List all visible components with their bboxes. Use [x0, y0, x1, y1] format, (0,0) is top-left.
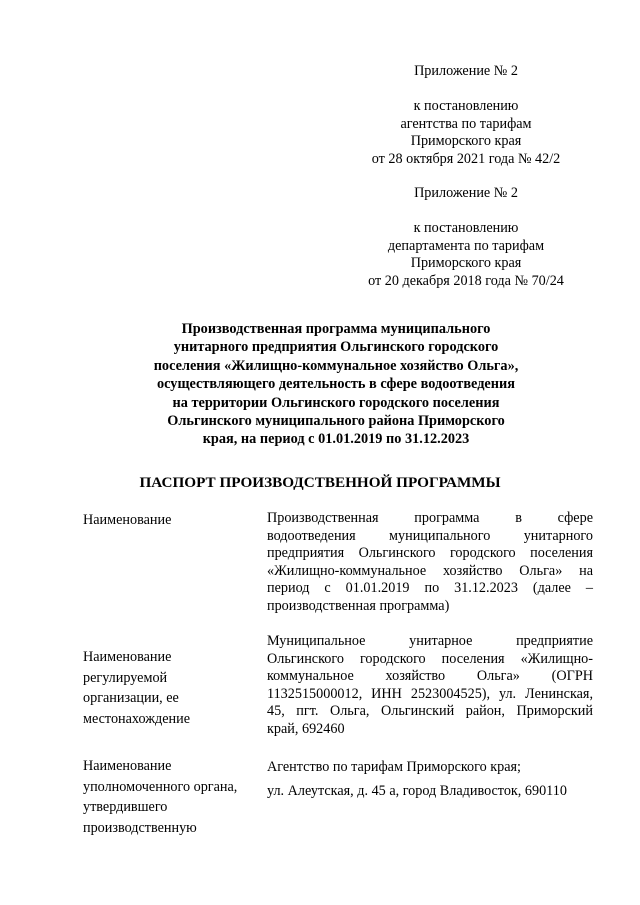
value-line: 45, пгт. Ольга, Ольгинский район, Приморский: [267, 703, 593, 720]
label-line: организации, ее: [83, 690, 179, 706]
title-line: унитарного предприятия Ольгинского городского: [173, 339, 499, 356]
value-line: период с 01.01.2019 по 31.12.2023 (далее –: [267, 580, 593, 597]
label-line: Наименование: [83, 512, 172, 528]
title-line: осуществляющего деятельность в сфере водоотведения: [156, 376, 515, 393]
row-label: [83, 510, 253, 531]
value-line: Агентство по тарифам Приморского края;: [267, 759, 522, 775]
appendix-title: Приложение № 2: [414, 185, 518, 201]
program-title: [130, 320, 542, 449]
value-line: Производственная программа в сфере: [267, 510, 593, 526]
value-line: водоотведения муниципального унитарного: [267, 527, 593, 544]
appendix-line: от 20 декабря 2018 года № 70/24: [368, 272, 564, 289]
label-line: местонахождение: [83, 710, 191, 727]
value-line: Муниципальное унитарное предприятие: [267, 633, 593, 649]
value-line: коммунальное хозяйство Ольга» (ОГРН: [267, 668, 593, 685]
label-line: Наименование: [83, 758, 172, 774]
value-line: производственная программа): [267, 597, 450, 614]
appendix-line: к постановлению: [413, 220, 519, 236]
value-line: 1132515000012, ИНН 2523004525), ул. Ленинская,: [267, 685, 593, 702]
row-label: [83, 647, 253, 729]
row-value: [267, 755, 593, 803]
passport-heading: ПАСПОРТ ПРОИЗВОДСТВЕННОЙ ПРОГРАММЫ: [139, 474, 501, 491]
label-line: производственную: [83, 819, 197, 836]
value-line: предприятия Ольгинского городского поселения: [267, 545, 593, 562]
title-line: края, на период с 01.01.2019 по 31.12.2023: [202, 431, 470, 448]
value-line: Ольгинского городского поселения «Жилищно-: [267, 650, 593, 667]
value-line: край, 692460: [267, 720, 345, 737]
appendix-line: к постановлению: [413, 98, 519, 114]
value-line: «Жилищно-коммунальное хозяйство Ольга» на: [267, 562, 593, 579]
row-value: [267, 510, 593, 616]
row-value: [267, 633, 593, 739]
title-line: Производственная программа муниципального: [181, 321, 491, 337]
appendix-block-original: [340, 185, 592, 290]
title-line: Ольгинского муниципального района Приморского: [167, 413, 505, 430]
label-line: Наименование: [83, 649, 172, 665]
title-line: поселения «Жилищно-коммунальное хозяйство Ольга»,: [153, 357, 519, 374]
value-line: ул. Алеутская, д. 45 а, город Владивосток, 690110: [267, 783, 567, 799]
appendix-line: департамента по тарифам: [387, 237, 545, 254]
appendix-line: Приморского края: [410, 255, 522, 271]
appendix-line: агентства по тарифам: [400, 115, 532, 132]
appendix-line: от 28 октября 2021 года № 42/2: [371, 150, 561, 167]
label-line: утвердившего: [83, 799, 168, 815]
row-label: [83, 756, 253, 838]
appendix-block-current: [340, 63, 592, 168]
label-line: регулируемой: [83, 669, 168, 686]
label-line: уполномоченного органа,: [83, 778, 238, 795]
appendix-title: Приложение № 2: [414, 63, 518, 79]
appendix-line: Приморского края: [410, 133, 522, 149]
title-line: на территории Ольгинского городского поселения: [172, 394, 500, 411]
